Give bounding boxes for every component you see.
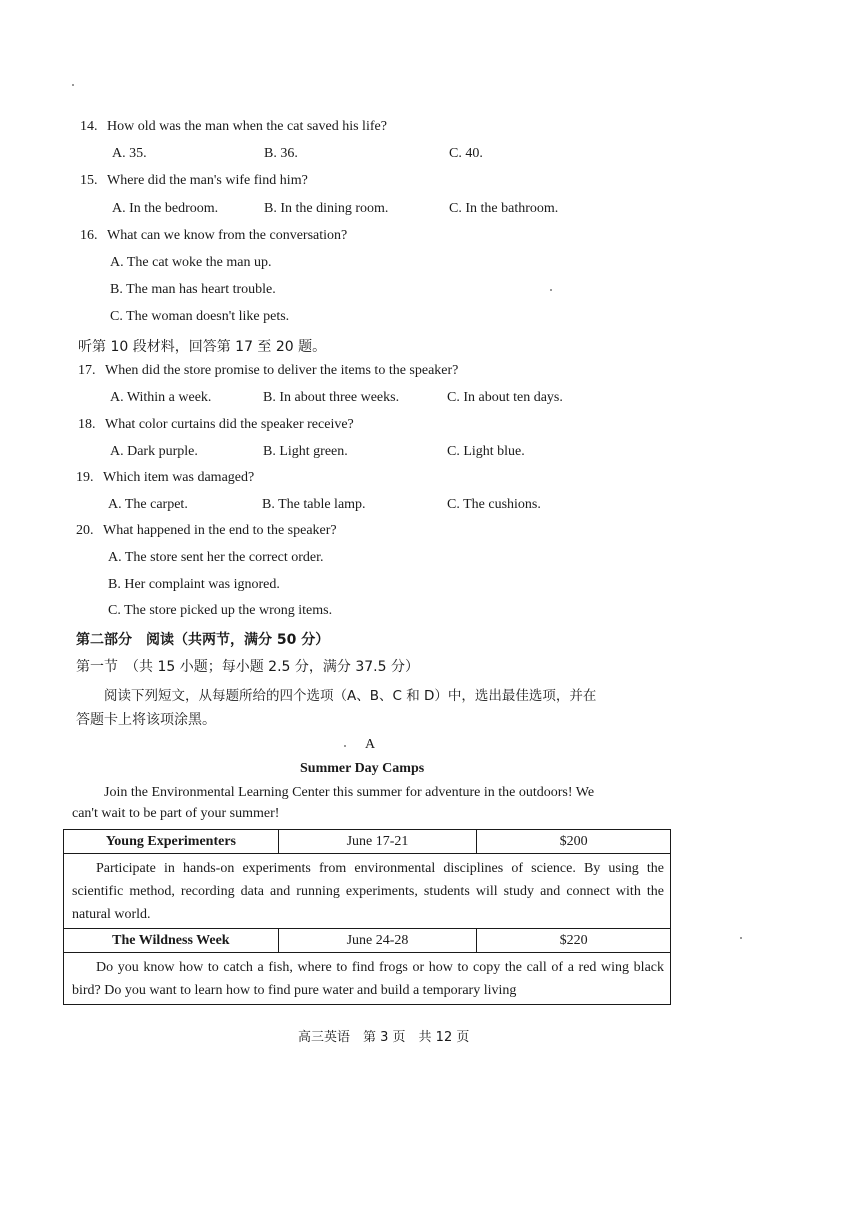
table-row [64,953,671,1005]
question-number: 20. [76,523,94,538]
question-text: Which item was damaged? [103,470,255,485]
table-row [64,830,671,854]
question-number: 18. [78,417,96,432]
option-c: C. The store picked up the wrong items. [108,603,333,618]
question-text: Where did the man's wife find him? [107,173,308,188]
question-text: What color curtains did the speaker receive? [105,417,354,432]
table-row [64,929,671,953]
table-row [64,854,671,929]
scan-speck [550,289,552,291]
question-18 [78,417,354,433]
camp-description: Do you know how to catch a fish, where to find frogs or how to copy the call of a red wing black bird? Do you want to learn how to find pure water and build a temporary living [64,953,671,1005]
camp-name: The Wildness Week [64,929,279,953]
question-text: When did the store promise to deliver the items to the speaker? [105,363,459,378]
scan-speck [344,745,346,747]
option-c: C. In about ten days. [447,390,563,405]
option-a: A. In the bedroom. [112,201,219,216]
option-a: A. The cat woke the man up. [110,255,272,270]
question-16 [80,228,347,244]
question-number: 15. [80,173,98,188]
option-b: B. Her complaint was ignored. [108,577,280,592]
part2-title: 第二部分 阅读（共两节，满分 50 分） [76,632,330,648]
section1-title: 第一节 （共 15 小题；每小题 2.5 分，满分 37.5 分） [76,659,419,675]
option-a: A. The carpet. [108,497,188,512]
option-b: B. The table lamp. [262,497,366,512]
passage-letter: A [364,737,376,752]
passage-intro-line2: can't wait to be part of your summer! [72,806,280,821]
option-b: B. In the dining room. [264,201,389,216]
option-b: B. Light green. [263,444,348,459]
option-b: B. 36. [264,146,298,161]
question-20 [76,523,337,539]
listening-instruction: 听第 10 段材料，回答第 17 至 20 题。 [78,339,327,355]
camp-dates: June 17-21 [278,830,477,854]
option-b: B. In about three weeks. [263,390,400,405]
option-c: C. In the bathroom. [449,201,559,216]
camp-price: $200 [477,830,671,854]
option-c: C. 40. [449,146,483,161]
question-14 [80,119,387,135]
reading-instruction-line1: 阅读下列短文，从每题所给的四个选项（A、B、C 和 D）中，选出最佳选项，并在 [104,688,597,704]
option-a: A. Dark purple. [110,444,198,459]
option-c: C. The cushions. [447,497,541,512]
question-number: 16. [80,228,98,243]
page-footer: 高三英语 第 3 页 共 12 页 [298,1030,470,1045]
option-a: A. Within a week. [110,390,212,405]
camps-table [63,829,671,1005]
scan-speck [740,937,742,939]
question-text: How old was the man when the cat saved his life? [107,119,387,134]
question-17 [78,363,458,379]
question-text: What can we know from the conversation? [107,228,348,243]
question-number: 19. [76,470,94,485]
camp-name: Young Experimenters [64,830,279,854]
option-c: C. Light blue. [447,444,525,459]
option-b: B. The man has heart trouble. [110,282,276,297]
reading-instruction-line2: 答题卡上将该项涂黑。 [76,712,216,728]
passage-title: Summer Day Camps [300,761,425,776]
question-15 [80,173,308,189]
scan-speck [72,84,74,86]
option-c: C. The woman doesn't like pets. [110,309,290,324]
passage-intro-line1: Join the Environmental Learning Center this summer for adventure in the outdoors! We [104,785,595,800]
question-19 [76,470,254,486]
camp-dates: June 24-28 [278,929,477,953]
option-a: A. 35. [112,146,147,161]
question-text: What happened in the end to the speaker? [103,523,337,538]
camp-price: $220 [477,929,671,953]
question-number: 14. [80,119,98,134]
option-a: A. The store sent her the correct order. [108,550,324,565]
camp-description: Participate in hands-on experiments from environmental disciplines of science. By using the scientific method, recording data and running experiments, students will study and connect with the natural world. [64,854,671,929]
question-number: 17. [78,363,96,378]
